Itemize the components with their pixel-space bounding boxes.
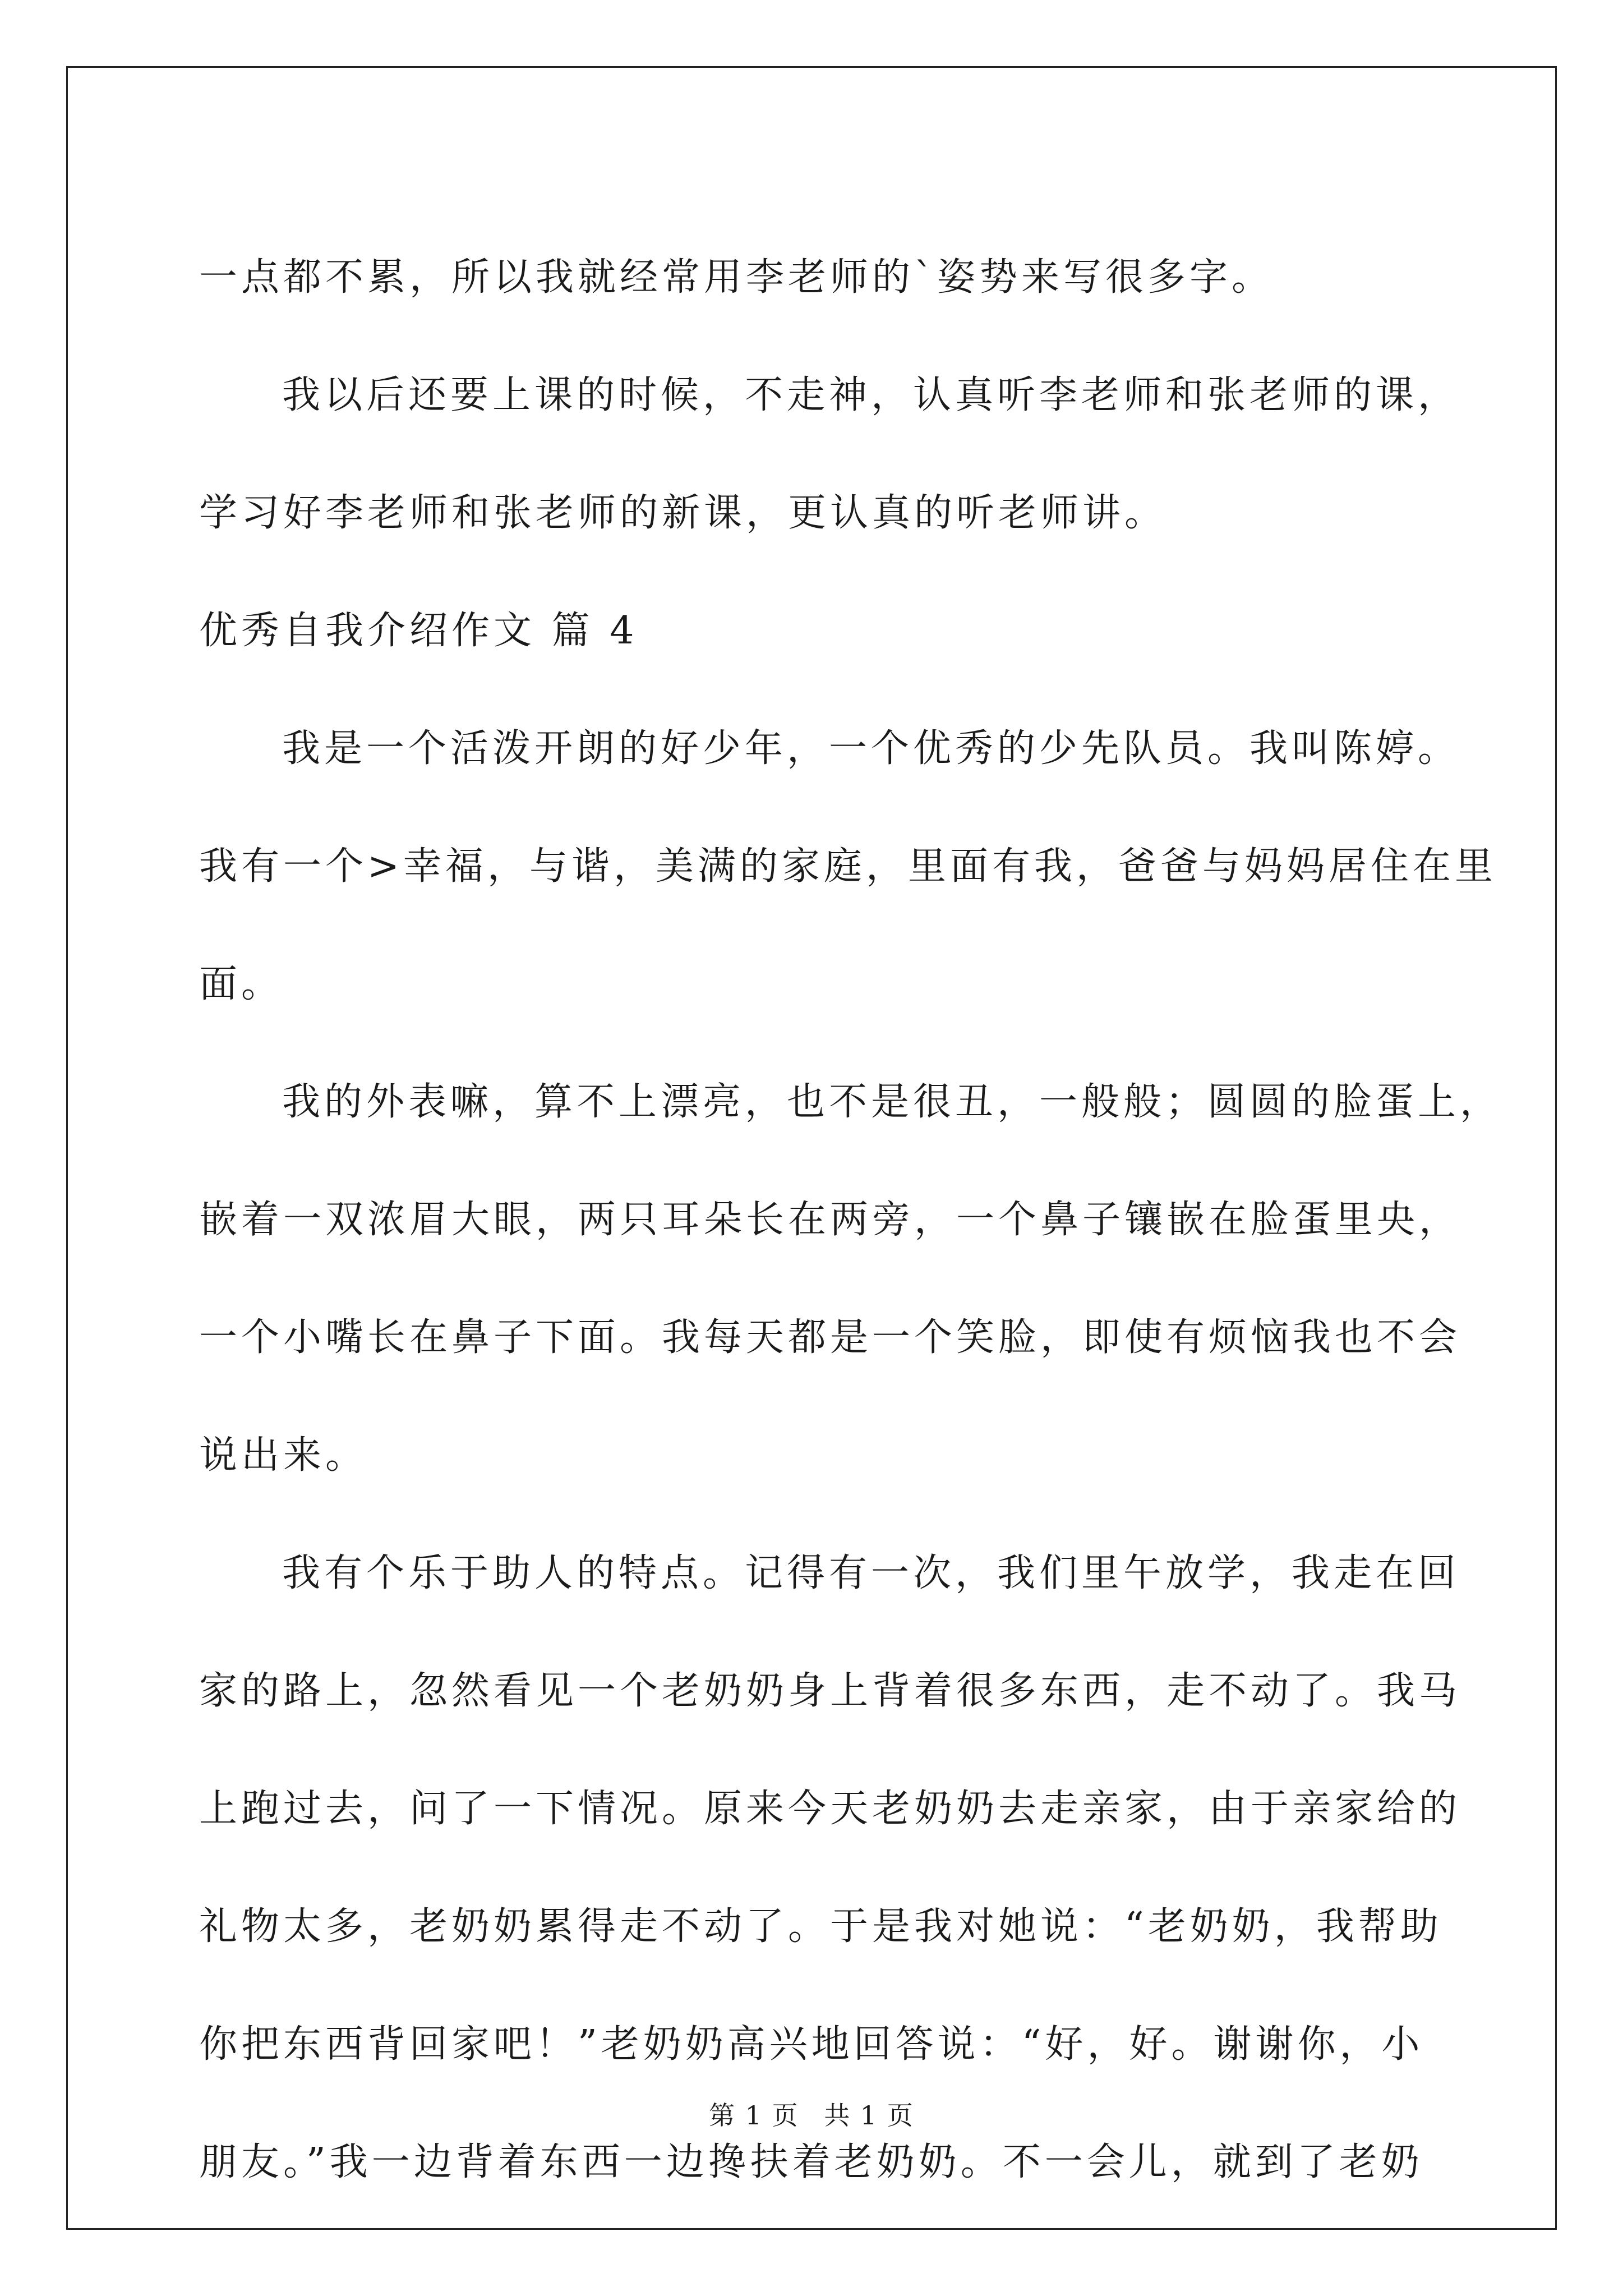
- text-line-16: 你把东西背回家吧！”老奶奶高兴地回答说：“好，好。谢谢你，小: [199, 2022, 1424, 2067]
- text-line-10: 一个小嘴长在鼻子下面。我每天都是一个笑脸，即使有烦恼我也不会: [199, 1315, 1461, 1360]
- text-line-5: 我是一个活泼开朗的好少年，一个优秀的少先队员。我叫陈婷。: [282, 726, 1460, 771]
- text-line-15: 礼物太多，老奶奶累得走不动了。于是我对她说：“老奶奶，我帮助: [199, 1904, 1442, 1949]
- document-body: [199, 219, 1502, 2221]
- text-line-8: 我的外表嘛，算不上漂亮，也不是很丑，一般般；圆圆的脸蛋上，: [282, 1080, 1502, 1124]
- text-line-3: 学习好李老师和张老师的新课，更认真的听老师讲。: [199, 491, 1167, 535]
- text-line-11: 说出来。: [199, 1433, 368, 1478]
- text-line-13: 家的路上，忽然看见一个老奶奶身上背着很多东西，走不动了。我马: [199, 1669, 1461, 1713]
- text-line-6: 我有一个>幸福，与谐，美满的家庭，里面有我，爸爸与妈妈居住在里: [199, 844, 1497, 889]
- text-line-7: 面。: [199, 962, 284, 1006]
- page-number-total: 共 1 页: [824, 2100, 914, 2131]
- section-heading: 优秀自我介绍作文 篇 4: [199, 609, 638, 653]
- text-line-14: 上跑过去，问了一下情况。原来今天老奶奶去走亲家，由于亲家给的: [199, 1787, 1461, 1831]
- text-line-17: 朋友。”我一边背着东西一边搀扶着老奶奶。不一会儿，就到了老奶: [199, 2140, 1423, 2184]
- text-line-9: 嵌着一双浓眉大眼，两只耳朵长在两旁，一个鼻子镶嵌在脸蛋里央，: [199, 1198, 1461, 1242]
- text-line-12: 我有个乐于助人的特点。记得有一次，我们里午放学，我走在回: [282, 1551, 1460, 1595]
- text-line-2: 我以后还要上课的时候，不走神，认真听李老师和张老师的课，: [282, 373, 1460, 417]
- page-footer: [0, 2095, 1623, 2132]
- text-line-1: 一点都不累，所以我就经常用李老师的`姿势来写很多字。: [199, 255, 1274, 300]
- page-number-current: 第 1 页: [709, 2100, 799, 2131]
